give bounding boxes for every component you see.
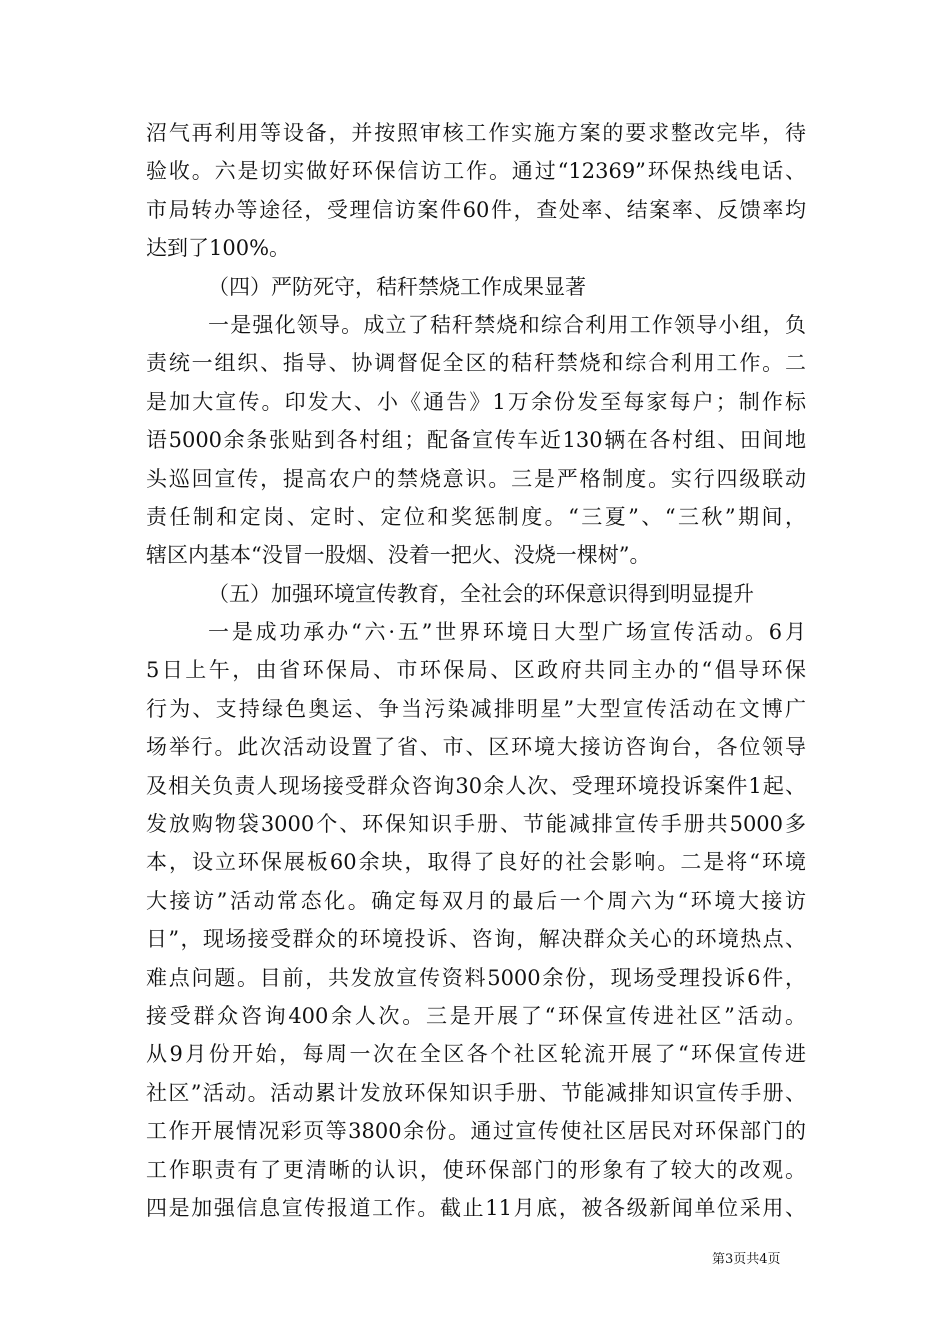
text-line: 及相关负责人现场接受群众咨询30余人次、受理环境投诉案件1起、 bbox=[146, 773, 806, 798]
text-line: 难点问题。目前，共发放宣传资料5000余份，现场受理投诉6件， bbox=[146, 965, 806, 990]
text-line: 责统一组织、指导、协调督促全区的秸秆禁烧和综合利用工作。二 bbox=[146, 351, 806, 376]
text-line: 工作开展情况彩页等3800余份。通过宣传使社区居民对环保部门的 bbox=[146, 1119, 806, 1144]
text-line: 从9月份开始，每周一次在全区各个社区轮流开展了“环保宣传进 bbox=[146, 1042, 806, 1067]
text-line: 辖区内基本“没冒一股烟、没着一把火、没烧一棵树”。 bbox=[146, 543, 651, 568]
text-line: 发放购物袋3000个、环保知识手册、节能减排宣传手册共5000多 bbox=[146, 812, 806, 837]
text-line: 本，设立环保展板60余块，取得了良好的社会影响。二是将“环境 bbox=[146, 850, 806, 875]
page-number: 第3页共4页 bbox=[712, 1252, 781, 1267]
text-line: 大接访”活动常态化。确定每双月的最后一个周六为“环境大接访 bbox=[146, 888, 806, 913]
text-line: 验收。六是切实做好环保信访工作。通过“12369”环保热线电话、 bbox=[146, 159, 806, 184]
text-line: 5日上午，由省环保局、市环保局、区政府共同主办的“倡导环保 bbox=[146, 658, 806, 683]
text-line: 是加大宣传。印发大、小《通告》1万余份发至每家每户；制作标 bbox=[146, 389, 806, 414]
section-heading: （五）加强环境宣传教育，全社会的环保意识得到明显提升 bbox=[208, 581, 754, 606]
text-line: 头巡回宣传，提高农户的禁烧意识。三是严格制度。实行四级联动 bbox=[146, 466, 806, 491]
text-line: 语5000余条张贴到各村组；配备宣传车近130辆在各村组、田间地 bbox=[146, 428, 806, 453]
section-heading: （四）严防死守，秸秆禁烧工作成果显著 bbox=[208, 274, 586, 299]
text-line: 责任制和定岗、定时、定位和奖惩制度。“三夏”、“三秋”期间， bbox=[146, 504, 806, 529]
text-line: 一是强化领导。成立了秸秆禁烧和综合利用工作领导小组，负 bbox=[208, 312, 806, 337]
text-line: 四是加强信息宣传报道工作。截止11月底，被各级新闻单位采用、 bbox=[146, 1195, 806, 1220]
text-line: 行为、支持绿色奥运、争当污染减排明星”大型宣传活动在文博广 bbox=[146, 696, 806, 721]
text-line: 市局转办等途径，受理信访案件60件，查处率、结案率、反馈率均 bbox=[146, 197, 806, 222]
text-line: 接受群众咨询400余人次。三是开展了“环保宣传进社区”活动。 bbox=[146, 1003, 806, 1028]
text-line: 沼气再利用等设备，并按照审核工作实施方案的要求整改完毕，待 bbox=[146, 121, 806, 145]
text-line: 工作职责有了更清晰的认识，使环保部门的形象有了较大的改观。 bbox=[146, 1157, 806, 1182]
document-body bbox=[146, 114, 806, 1227]
text-line: 社区”活动。活动累计发放环保知识手册、节能减排知识宣传手册、 bbox=[146, 1080, 806, 1105]
text-line: 一是成功承办“六·五”世界环境日大型广场宣传活动。6月 bbox=[208, 620, 806, 645]
text-line: 达到了100%。 bbox=[146, 236, 291, 261]
text-line: 日”，现场接受群众的环境投诉、咨询，解决群众关心的环境热点、 bbox=[146, 927, 806, 952]
text-line: 场举行。此次活动设置了省、市、区环境大接访咨询台，各位领导 bbox=[146, 735, 806, 760]
